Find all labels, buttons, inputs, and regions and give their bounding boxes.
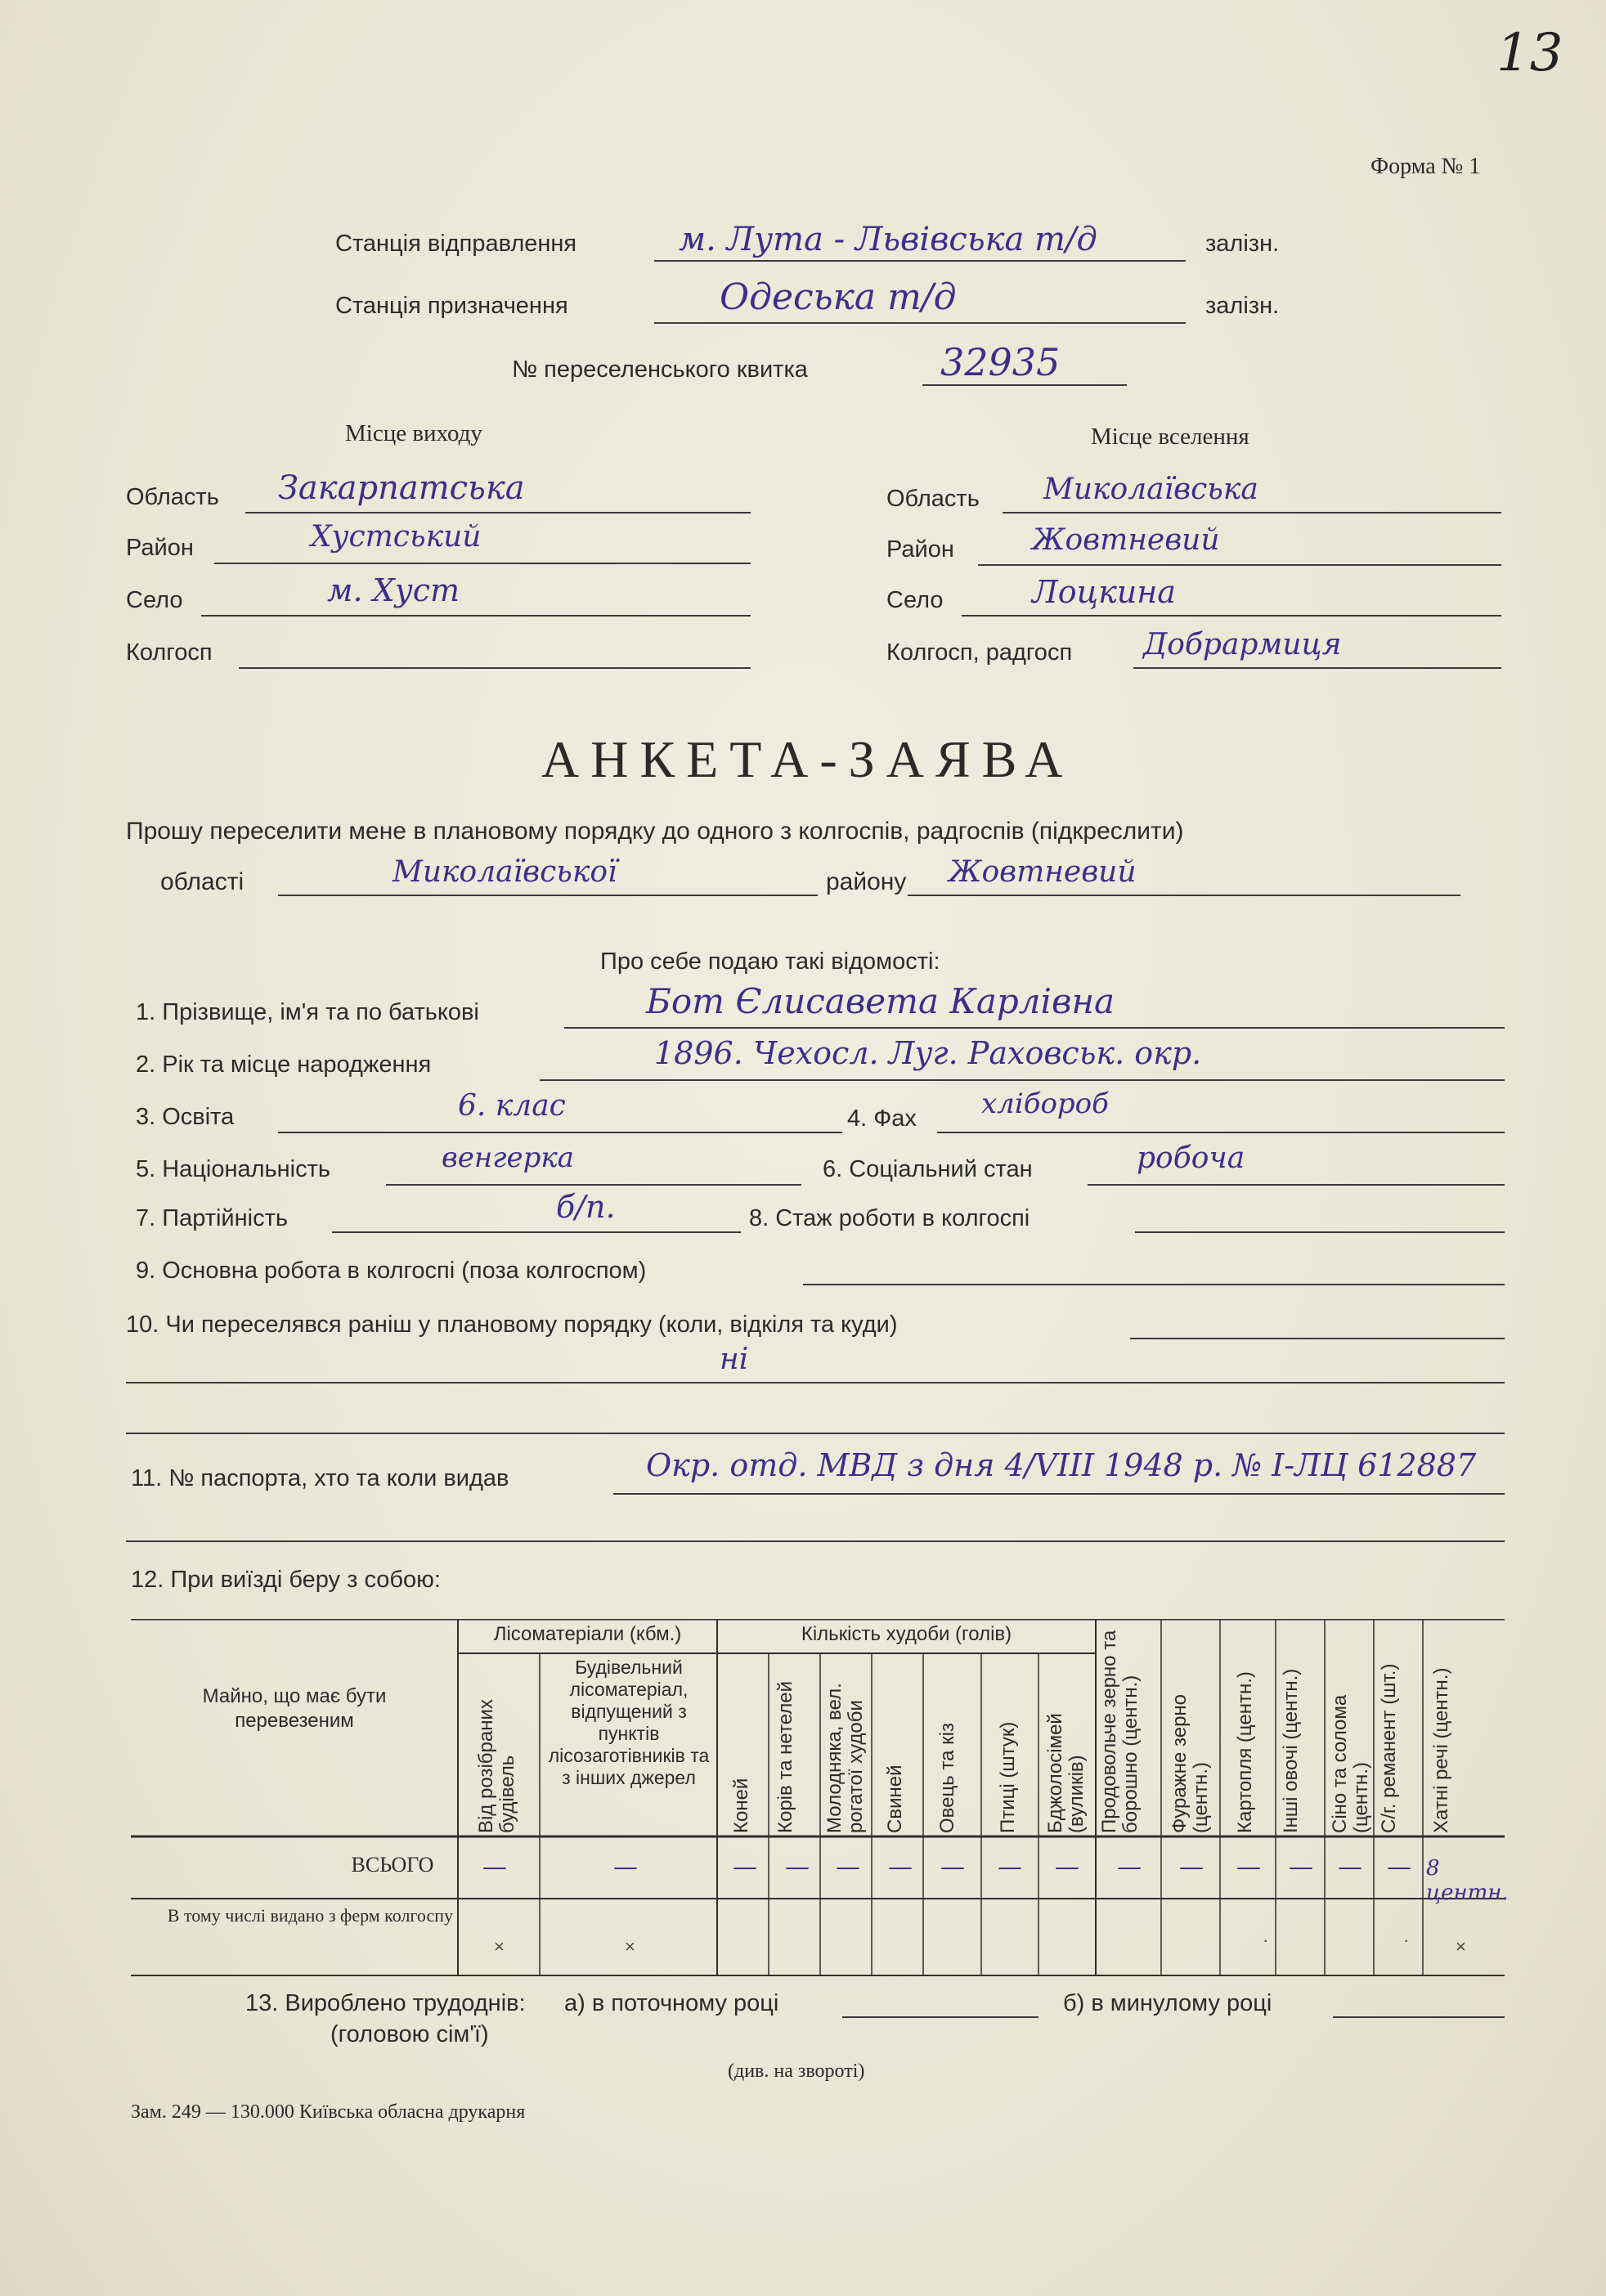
destination-label: Станція призначення: [335, 293, 568, 319]
origin-oblast-label: Область: [126, 484, 219, 510]
departure-line: [654, 260, 1186, 262]
field-7-line: [332, 1231, 741, 1233]
header-food: Продовольче зерно та борошно (центн.): [1098, 1630, 1142, 1833]
farm-building: ×: [625, 1936, 635, 1957]
see-back-note: (див. на звороті): [728, 2061, 865, 2082]
origin-oblast-value: Закарпатська: [278, 469, 525, 507]
field-6-value: робоча: [1137, 1141, 1245, 1175]
farm-dismantled: ×: [494, 1936, 505, 1957]
field-11-value: Окр. отд. МВД з дня 4/VIII 1948 р. № I-ЛЦ 612887: [646, 1447, 1477, 1483]
destination-line: [654, 322, 1186, 324]
workdays-current-line: [842, 2016, 1039, 2018]
origin-kolhosp-line: [239, 667, 751, 669]
field-5-line: [386, 1184, 801, 1186]
ticket-line: [922, 384, 1127, 386]
dest-raion-value: Жовтневий: [1032, 523, 1220, 557]
departure-label: Станція відправлення: [335, 231, 577, 257]
field-6-line: [1088, 1184, 1505, 1186]
field-1-value: Бот Єлисавета Карлівна: [646, 981, 1115, 1021]
total-bees: —: [1055, 1853, 1079, 1881]
field-3-line: [278, 1132, 842, 1133]
request-oblast-value: Миколаївської: [393, 855, 617, 889]
row-total-label: ВСЬОГО: [351, 1853, 434, 1877]
destination-rail-suffix: залізн.: [1205, 293, 1280, 319]
dest-oblast-label: Область: [886, 486, 980, 512]
ticket-value: 32935: [940, 340, 1061, 384]
request-raion-label: району: [826, 868, 907, 895]
origin-kolhosp-label: Колгосп: [126, 639, 213, 666]
request-oblast-line: [278, 895, 818, 896]
dest-selo-label: Село: [886, 587, 944, 613]
field-10-line: [1130, 1338, 1505, 1339]
destination-value: Одеська т/д: [720, 276, 957, 318]
dest-raion-label: Район: [886, 536, 954, 563]
origin-raion-line: [214, 563, 751, 564]
total-sheep: —: [940, 1853, 965, 1881]
dest-kolhosp-value: Добрармиця: [1143, 628, 1342, 661]
intro-text: Про себе подаю такі відомості:: [600, 948, 940, 975]
total-potato: —: [1236, 1853, 1261, 1881]
request-oblast-label: області: [160, 868, 244, 895]
header-young: Молодняка, вел. рогатої худоби: [823, 1683, 867, 1833]
field-10-label: 10. Чи переселявся раніш у плановому порядку (коли, відкіля та куди): [126, 1312, 898, 1338]
workdays-label: 13. Вироблено трудоднів:: [245, 1990, 526, 2016]
total-building: —: [613, 1853, 638, 1881]
page-number: 13: [1496, 23, 1563, 83]
farm-potato: ·: [1263, 1930, 1269, 1950]
field-5-value: венгерка: [442, 1141, 574, 1174]
origin-raion-label: Район: [126, 535, 194, 561]
dest-selo-value: Лоцкина: [1032, 574, 1176, 610]
field-9-line: [803, 1284, 1505, 1285]
dest-kolhosp-line: [1133, 667, 1501, 669]
field-12-label: 12. При виїзді беру з собою:: [131, 1567, 441, 1593]
farm-house: ×: [1456, 1936, 1466, 1957]
header-tools: С/г. реманент (шт.): [1378, 1663, 1400, 1833]
field-10-line-2: [126, 1382, 1505, 1383]
header-potato: Картопля (центн.): [1234, 1671, 1256, 1833]
header-bees: Бджолосімей (вуликів): [1044, 1713, 1088, 1833]
header-pigs: Свиней: [884, 1765, 906, 1833]
field-11-line-2: [126, 1540, 1505, 1542]
form-label: Форма № 1: [1370, 154, 1481, 179]
field-3-value: 6. клас: [458, 1089, 566, 1123]
field-4-line: [937, 1132, 1505, 1133]
request-raion-value: Жовтневий: [949, 855, 1137, 889]
total-food: —: [1117, 1853, 1142, 1881]
dest-raion-line: [978, 564, 1501, 566]
group-timber-header: Лісоматеріали (кбм.): [493, 1623, 682, 1645]
header-fodder: Фуражне зерно (центн.): [1169, 1693, 1212, 1833]
total-tools: —: [1387, 1853, 1411, 1881]
header-house: Хатні речі (центн.): [1430, 1667, 1452, 1833]
field-10-value: ні: [720, 1343, 749, 1376]
ticket-label: № переселенського квитка: [512, 357, 808, 383]
dest-selo-line: [962, 615, 1501, 617]
field-5-label: 5. Національність: [136, 1156, 331, 1182]
field-2-value: 1896. Чехосл. Луг. Раховськ. окр.: [654, 1035, 1202, 1071]
field-10-line-3: [126, 1433, 1505, 1434]
dest-kolhosp-label: Колгосп, радгосп: [886, 639, 1073, 666]
field-7-label: 7. Партійність: [136, 1205, 288, 1231]
request-raion-line: [908, 895, 1460, 896]
destination-heading: Місце вселення: [1091, 424, 1249, 450]
total-horses: —: [733, 1853, 757, 1881]
workdays-previous-line: [1333, 2016, 1505, 2018]
group-livestock-header: Кількість худоби (голів): [801, 1623, 1012, 1645]
field-7-value: б/п.: [556, 1189, 616, 1225]
field-6-label: 6. Соціальний стан: [823, 1156, 1033, 1182]
property-table: [131, 1619, 1509, 1987]
field-8-label: 8. Стаж роботи в колгоспі: [749, 1205, 1030, 1231]
departure-value: м. Лута - Львівська т/д: [679, 221, 1097, 258]
workdays-current-label: а) в поточному році: [564, 1990, 779, 2016]
workdays-sub: (головою сім'ї): [330, 2021, 489, 2047]
total-young: —: [836, 1853, 860, 1881]
origin-oblast-line: [245, 512, 751, 513]
field-11-line: [613, 1493, 1505, 1495]
total-fodder: —: [1179, 1853, 1204, 1881]
farm-tools: ·: [1403, 1930, 1410, 1950]
total-veg: —: [1289, 1853, 1313, 1881]
field-3-label: 3. Освіта: [136, 1104, 235, 1130]
dest-oblast-value: Миколаївська: [1043, 473, 1258, 506]
total-pigs: —: [888, 1853, 913, 1881]
header-hay: Сіно та солома (центн.): [1329, 1694, 1372, 1833]
workdays-previous-label: б) в минулому році: [1063, 1990, 1272, 2016]
total-dismantled: —: [482, 1853, 507, 1881]
total-house: 8 центн.: [1426, 1856, 1509, 1905]
field-2-line: [540, 1079, 1505, 1081]
origin-heading: Місце виходу: [345, 420, 482, 446]
header-dismantled: Від розібраних будівель: [475, 1699, 518, 1833]
total-hay: —: [1338, 1853, 1362, 1881]
field-4-label: 4. Фах: [847, 1105, 917, 1132]
origin-selo-value: м. Хуст: [327, 572, 460, 608]
header-building: Будівельний лісоматеріал, відпущений з пунктів лісозаготівників та з інших джерел: [548, 1657, 710, 1788]
departure-rail-suffix: залізн.: [1205, 231, 1280, 257]
col-property-header: Майно, що має бути перевезеним: [202, 1685, 387, 1732]
origin-selo-label: Село: [126, 587, 183, 613]
dest-oblast-line: [1003, 512, 1501, 513]
field-4-value: хлібороб: [981, 1087, 1109, 1120]
header-veg: Інші овочі (центн.): [1280, 1668, 1302, 1833]
origin-raion-value: Хустський: [311, 520, 482, 554]
field-1-line: [564, 1027, 1505, 1029]
header-horses: Коней: [730, 1778, 752, 1833]
field-2-label: 2. Рік та місце народження: [136, 1052, 432, 1078]
field-1-label: 1. Прізвище, ім'я та по батькові: [136, 999, 479, 1025]
field-8-line: [1135, 1231, 1505, 1233]
field-9-label: 9. Основна робота в колгоспі (поза колгоспом): [136, 1258, 647, 1284]
row-farm-label: В тому числі видано з ферм колгоспу: [167, 1905, 453, 1926]
total-cows: —: [785, 1853, 810, 1881]
header-cows: Корів та нетелей: [774, 1681, 796, 1833]
page-title: АНКЕТА-ЗАЯВА: [541, 730, 1074, 788]
origin-selo-line: [201, 615, 751, 617]
header-birds: Птиці (штук): [997, 1721, 1019, 1833]
field-11-label: 11. № паспорта, хто та коли видав: [131, 1465, 509, 1491]
total-birds: —: [998, 1853, 1022, 1881]
header-sheep: Овець та кіз: [936, 1723, 958, 1833]
printer-note: Зам. 249 — 130.000 Київська обласна друкарня: [131, 2101, 526, 2123]
request-text: Прошу переселити мене в плановому порядку до одного з колгоспів, радгоспів (підкреслити): [126, 818, 1184, 845]
